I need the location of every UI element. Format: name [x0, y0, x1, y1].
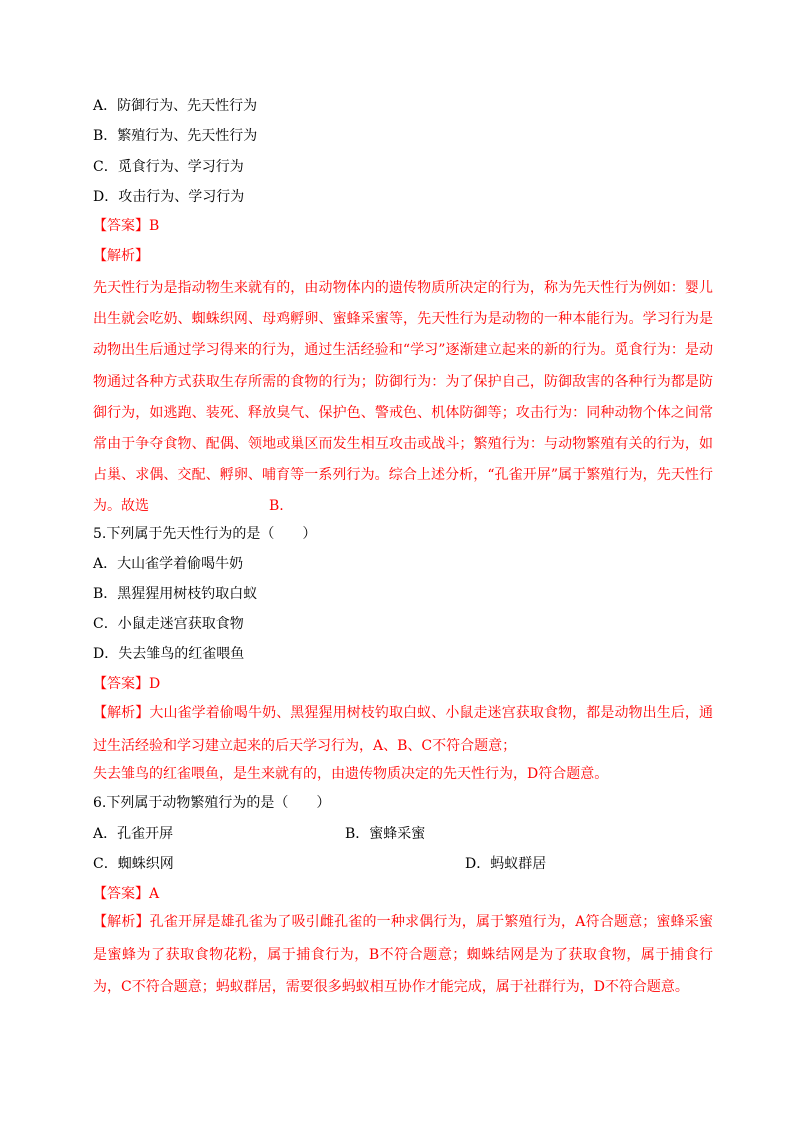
q4-analysis-end: B. — [269, 498, 284, 515]
q6-option-b: B．蜜蜂采蜜 — [345, 826, 426, 842]
q4-analysis-label: 【解析】 — [93, 248, 149, 264]
q5-question: 5.下列属于先天性行为的是（ ） — [93, 526, 317, 542]
q6-analysis-body — [93, 906, 713, 1004]
q6-option-a: A．孔雀开屏 — [93, 826, 174, 842]
q6-option-c: C．蜘蛛织网 — [93, 856, 174, 872]
q5-option-a: A．大山雀学着偷喝牛奶 — [93, 556, 244, 572]
q6-analysis-text: 孔雀开屏是雄孔雀为了吸引雌孔雀的一种求偶行为，属于繁殖行为，A符合题意；蜜蜂采蜜是蜜蜂为了获取食物花粉，属于捕食行为，B不符合题意；蜘蛛结网是为了获取食物，属于捕食行为，C不符合题意；蚂蚁群居，需要很多蚂蚁相互协作才能完成，属于社群行为，D不符合题意。 — [93, 914, 713, 995]
q4-option-c: C．觅食行为、学习行为 — [93, 159, 244, 175]
q5-analysis-text-2: 失去雏鸟的红雀喂鱼，是生来就有的，由遗传物质决定的先天性行为，D符合题意。 — [93, 766, 609, 782]
q4-analysis-text: 先天性行为是指动物生来就有的，由动物体内的遗传物质所决定的行为，称为先天性行为例如：婴儿出生就会吃奶、蜘蛛织网、母鸡孵卵、蜜蜂采蜜等，先天性行为是动物的一种本能行为。学习行为是动物出生后通过学习得来的行为，通过生活经验和“学习”逐渐建立起来的新的行为。觅食行为：是动物通过各种方式获取生存所需的食物的行为；防御行为：为了保护自己，防御敌害的各种行为都是防御行为，如逃跑、装死、释放臭气、保护色、警戒色、机体防御等；攻击行为：同种动物个体之间常常由于争夺食物、配偶、领地或巢区而发生相互攻击或战斗；繁殖行为：与动物繁殖有关的行为，如占巢、求偶、交配、孵卵、哺育等一系列行为。综合上述分析，“孔雀开屏”属于繁殖行为，先天性行为。故选 — [93, 280, 713, 515]
q5-analysis-body — [93, 697, 713, 762]
q6-option-d: D．蚂蚁群居 — [465, 856, 547, 872]
q4-analysis-body — [93, 273, 713, 523]
q5-option-b: B．黑猩猩用树枝钓取白蚁 — [93, 586, 258, 602]
q4-option-d: D．攻击行为、学习行为 — [93, 189, 245, 205]
q6-answer: 【答案】A — [93, 886, 160, 902]
q4-answer: 【答案】B — [93, 218, 160, 234]
q5-analysis-label: 【解析】 — [93, 705, 150, 721]
q5-analysis-text-1: 大山雀学着偷喝牛奶、黑猩猩用树枝钓取白蚁、小鼠走迷宫获取食物，都是动物出生后，通过生活经验和学习建立起来的后天学习行为，A、B、C不符合题意； — [93, 705, 714, 754]
q5-answer: 【答案】D — [93, 676, 161, 692]
q4-option-a: A．防御行为、先天性行为 — [93, 98, 258, 114]
q4-option-b: B．繁殖行为、先天性行为 — [93, 128, 258, 144]
q6-analysis-label: 【解析】 — [93, 914, 150, 930]
q5-option-c: C．小鼠走迷宫获取食物 — [93, 616, 244, 632]
q6-question: 6.下列属于动物繁殖行为的是（ ） — [93, 795, 331, 811]
q5-option-d: D．失去雏鸟的红雀喂鱼 — [93, 646, 245, 662]
